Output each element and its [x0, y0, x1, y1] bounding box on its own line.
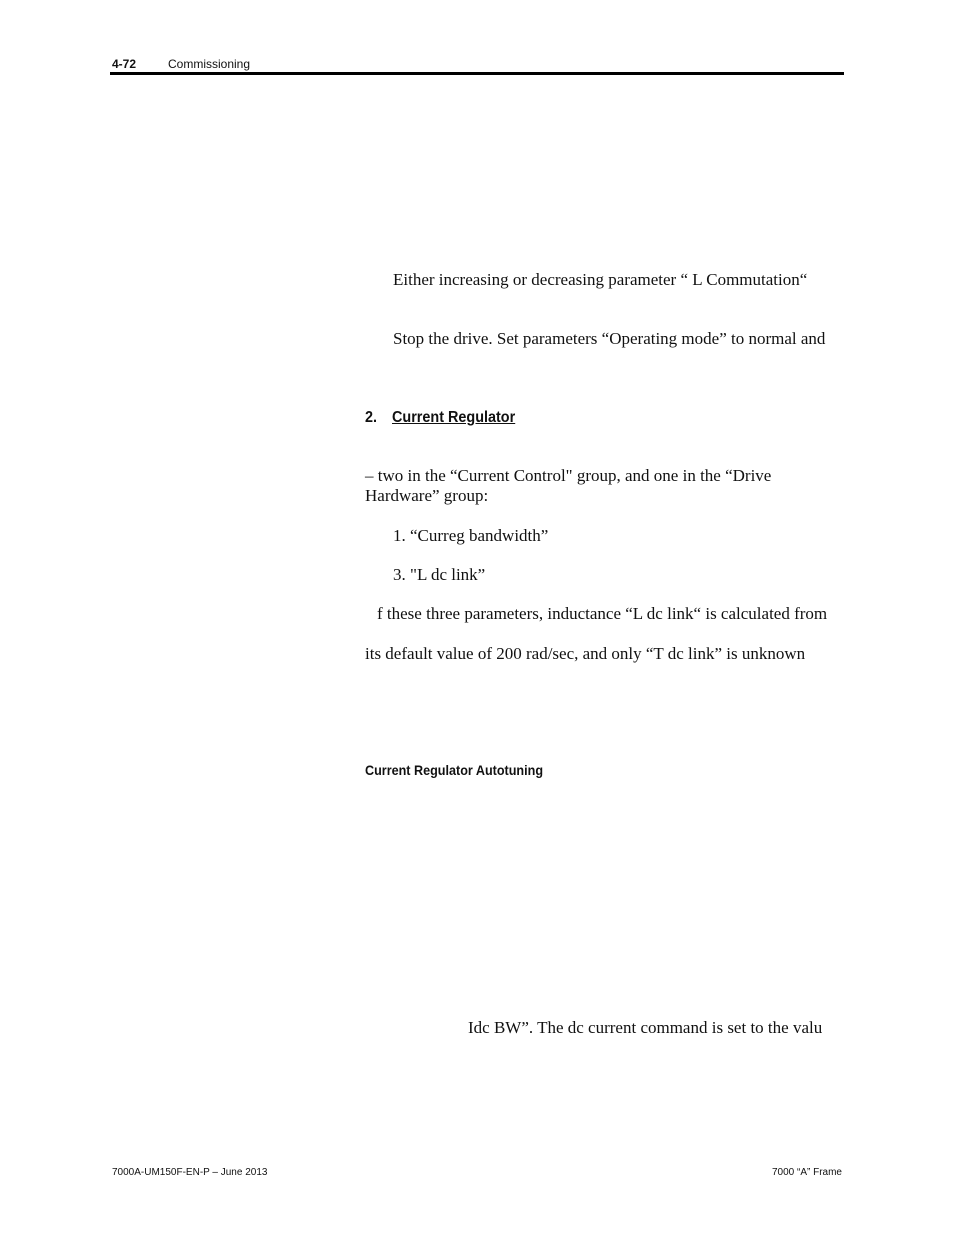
section-heading [365, 409, 515, 427]
section-heading-title: Current Regulator [392, 409, 516, 426]
subheading-autotuning: Current Regulator Autotuning [365, 762, 544, 778]
footer-publication: 7000A-UM150F-EN-P – June 2013 [112, 1167, 268, 1178]
page-number: 4-72 [112, 57, 137, 71]
header-rule [110, 72, 844, 75]
paragraph-groups-line2: Hardware” group: [365, 486, 489, 505]
paragraph-commutation: Either increasing or decreasing parameter “ L Commutation“ [393, 270, 808, 289]
section-heading-number: 2. [365, 409, 378, 426]
paragraph-inductance: f these three parameters, inductance “L dc link“ is calculated from [377, 604, 828, 623]
paragraph-groups-line1: – two in the “Current Control" group, and one in the “Drive [365, 466, 772, 485]
paragraph-idc-bw: Idc BW”. The dc current command is set to the valu [468, 1018, 823, 1037]
paragraph-default-value: its default value of 200 rad/sec, and only “T dc link” is unknown [365, 644, 806, 663]
list-item-curreg-bandwidth: 1. “Curreg bandwidth” [393, 526, 549, 545]
list-item-l-dc-link: 3. "L dc link” [393, 565, 486, 584]
section-title: Commissioning [168, 57, 251, 71]
footer-product: 7000 “A” Frame [771, 1167, 842, 1178]
paragraph-stop-drive: Stop the drive. Set parameters “Operating mode” to normal and [393, 329, 826, 348]
